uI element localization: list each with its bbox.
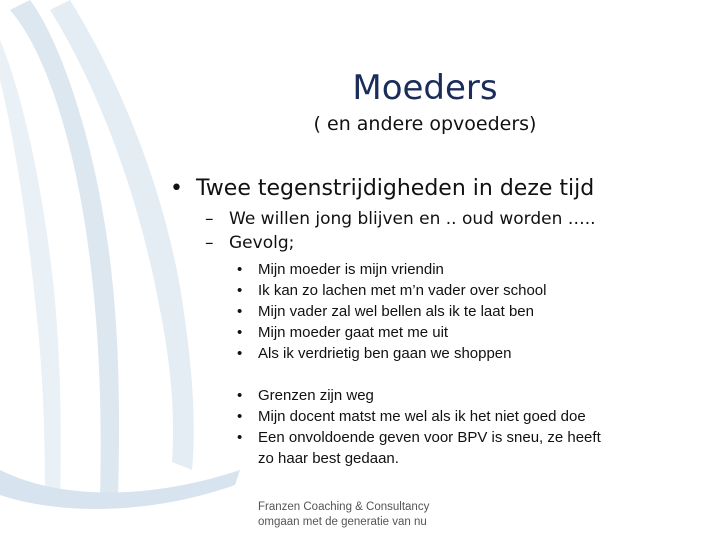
footer-company: Franzen Coaching & Consultancy (258, 501, 430, 513)
footer-tagline: omgaan met de generatie van nu (258, 516, 427, 528)
list-item (237, 427, 601, 448)
dash-icon: – (205, 233, 214, 253)
bullet-icon: • (237, 303, 243, 320)
bullet-icon: • (237, 324, 243, 341)
slide-footer (258, 500, 429, 530)
bullet-icon: • (237, 345, 243, 362)
list-item-text: Een onvoldoende geven voor BPV is sneu, ze heeft (258, 429, 601, 446)
sub-point-1 (205, 209, 596, 229)
list-item-text: Als ik verdrietig ben gaan we shoppen (258, 345, 512, 362)
list-item (237, 406, 601, 427)
list-item (237, 385, 601, 406)
sub-point-text: Gevolg; (229, 233, 295, 253)
bullet-icon: • (237, 387, 243, 404)
bullet-icon: • (237, 261, 243, 278)
sub-point-2 (205, 233, 294, 253)
bullet-icon: • (237, 408, 243, 425)
main-bullet-point (170, 176, 594, 201)
list-item-text: Mijn vader zal wel bellen als ik te laat ben (258, 303, 534, 320)
sail-inner-stroke (50, 0, 194, 470)
bullet-icon: • (170, 176, 183, 201)
more-points-list (237, 385, 601, 469)
list-item (237, 259, 546, 280)
sub-point-text: We willen jong blijven en .. oud worden ….. (229, 209, 596, 229)
consequences-list (237, 259, 546, 364)
list-item (237, 301, 546, 322)
bullet-icon: • (237, 429, 243, 446)
bullet-icon: • (237, 282, 243, 299)
list-item (237, 280, 546, 301)
list-item-continuation (237, 448, 601, 469)
list-item (237, 343, 546, 364)
slide-subtitle: ( en andere opvoeders) (313, 113, 537, 135)
list-item-text: Mijn docent matst me wel als ik het niet goed doe (258, 408, 586, 425)
list-item-text: Ik kan zo lachen met m’n vader over school (258, 282, 547, 299)
list-item-text: zo haar best gedaan. (258, 450, 399, 467)
slide-title: Moeders (352, 68, 498, 108)
sail-band (0, 40, 61, 500)
list-item (237, 322, 546, 343)
main-bullet-text: Twee tegenstrijdigheden in deze tijd (196, 176, 595, 201)
dash-icon: – (205, 209, 214, 229)
list-item-text: Grenzen zijn weg (258, 387, 374, 404)
list-item-text: Mijn moeder is mijn vriendin (258, 261, 444, 278)
boat-hull (0, 470, 240, 509)
list-item-text: Mijn moeder gaat met me uit (258, 324, 449, 341)
